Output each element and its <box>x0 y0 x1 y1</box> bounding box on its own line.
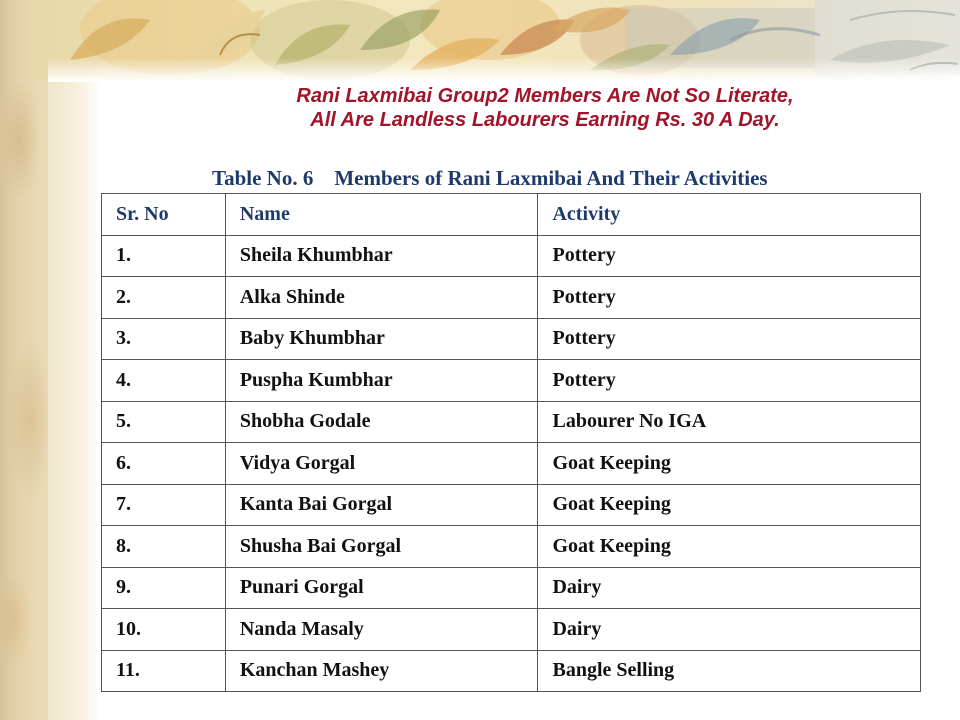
cream-gradient-panel <box>48 80 100 720</box>
table-row <box>102 235 921 277</box>
banner-fade <box>48 58 960 82</box>
cell-sr-no: 5. <box>102 401 226 443</box>
cell-sr-no: 11. <box>102 650 226 692</box>
cell-activity: Bangle Selling <box>538 650 921 692</box>
table-header-row <box>102 194 921 236</box>
header-sr-no: Sr. No <box>102 194 226 236</box>
table-row <box>102 443 921 485</box>
table-row <box>102 401 921 443</box>
cell-activity: Goat Keeping <box>538 526 921 568</box>
cell-name: Puspha Kumbhar <box>225 360 538 402</box>
table-row <box>102 360 921 402</box>
table-row <box>102 650 921 692</box>
cell-name: Alka Shinde <box>225 277 538 319</box>
cell-name: Kanchan Mashey <box>225 650 538 692</box>
cell-name: Punari Gorgal <box>225 567 538 609</box>
cell-activity: Pottery <box>538 318 921 360</box>
table-row <box>102 526 921 568</box>
cell-name: Shusha Bai Gorgal <box>225 526 538 568</box>
cell-activity: Dairy <box>538 567 921 609</box>
cell-sr-no: 4. <box>102 360 226 402</box>
cell-name: Sheila Khumbhar <box>225 235 538 277</box>
cell-activity: Goat Keeping <box>538 484 921 526</box>
parchment-strip <box>0 0 48 720</box>
members-table <box>101 193 921 692</box>
cell-sr-no: 6. <box>102 443 226 485</box>
cell-name: Nanda Masaly <box>225 609 538 651</box>
cell-sr-no: 9. <box>102 567 226 609</box>
table-row <box>102 484 921 526</box>
cell-sr-no: 10. <box>102 609 226 651</box>
cell-sr-no: 2. <box>102 277 226 319</box>
slide-title-line-1: Rani Laxmibai Group2 Members Are Not So Literate, <box>296 85 794 107</box>
cell-activity: Pottery <box>538 360 921 402</box>
cell-name: Shobha Godale <box>225 401 538 443</box>
table-row <box>102 277 921 319</box>
cell-name: Vidya Gorgal <box>225 443 538 485</box>
cell-sr-no: 3. <box>102 318 226 360</box>
header-name: Name <box>225 194 538 236</box>
cell-sr-no: 7. <box>102 484 226 526</box>
table-row <box>102 318 921 360</box>
cell-activity: Labourer No IGA <box>538 401 921 443</box>
cell-sr-no: 8. <box>102 526 226 568</box>
cell-sr-no: 1. <box>102 235 226 277</box>
table-caption: Table No. 6 Members of Rani Laxmibai And Their Activities <box>212 166 768 190</box>
cell-activity: Dairy <box>538 609 921 651</box>
cell-name: Kanta Bai Gorgal <box>225 484 538 526</box>
slide-title-line-2: All Are Landless Labourers Earning Rs. 30 A Day. <box>310 109 780 131</box>
cell-activity: Goat Keeping <box>538 443 921 485</box>
cell-activity: Pottery <box>538 235 921 277</box>
table-row <box>102 567 921 609</box>
cell-activity: Pottery <box>538 277 921 319</box>
header-activity: Activity <box>538 194 921 236</box>
table-row <box>102 609 921 651</box>
cell-name: Baby Khumbhar <box>225 318 538 360</box>
